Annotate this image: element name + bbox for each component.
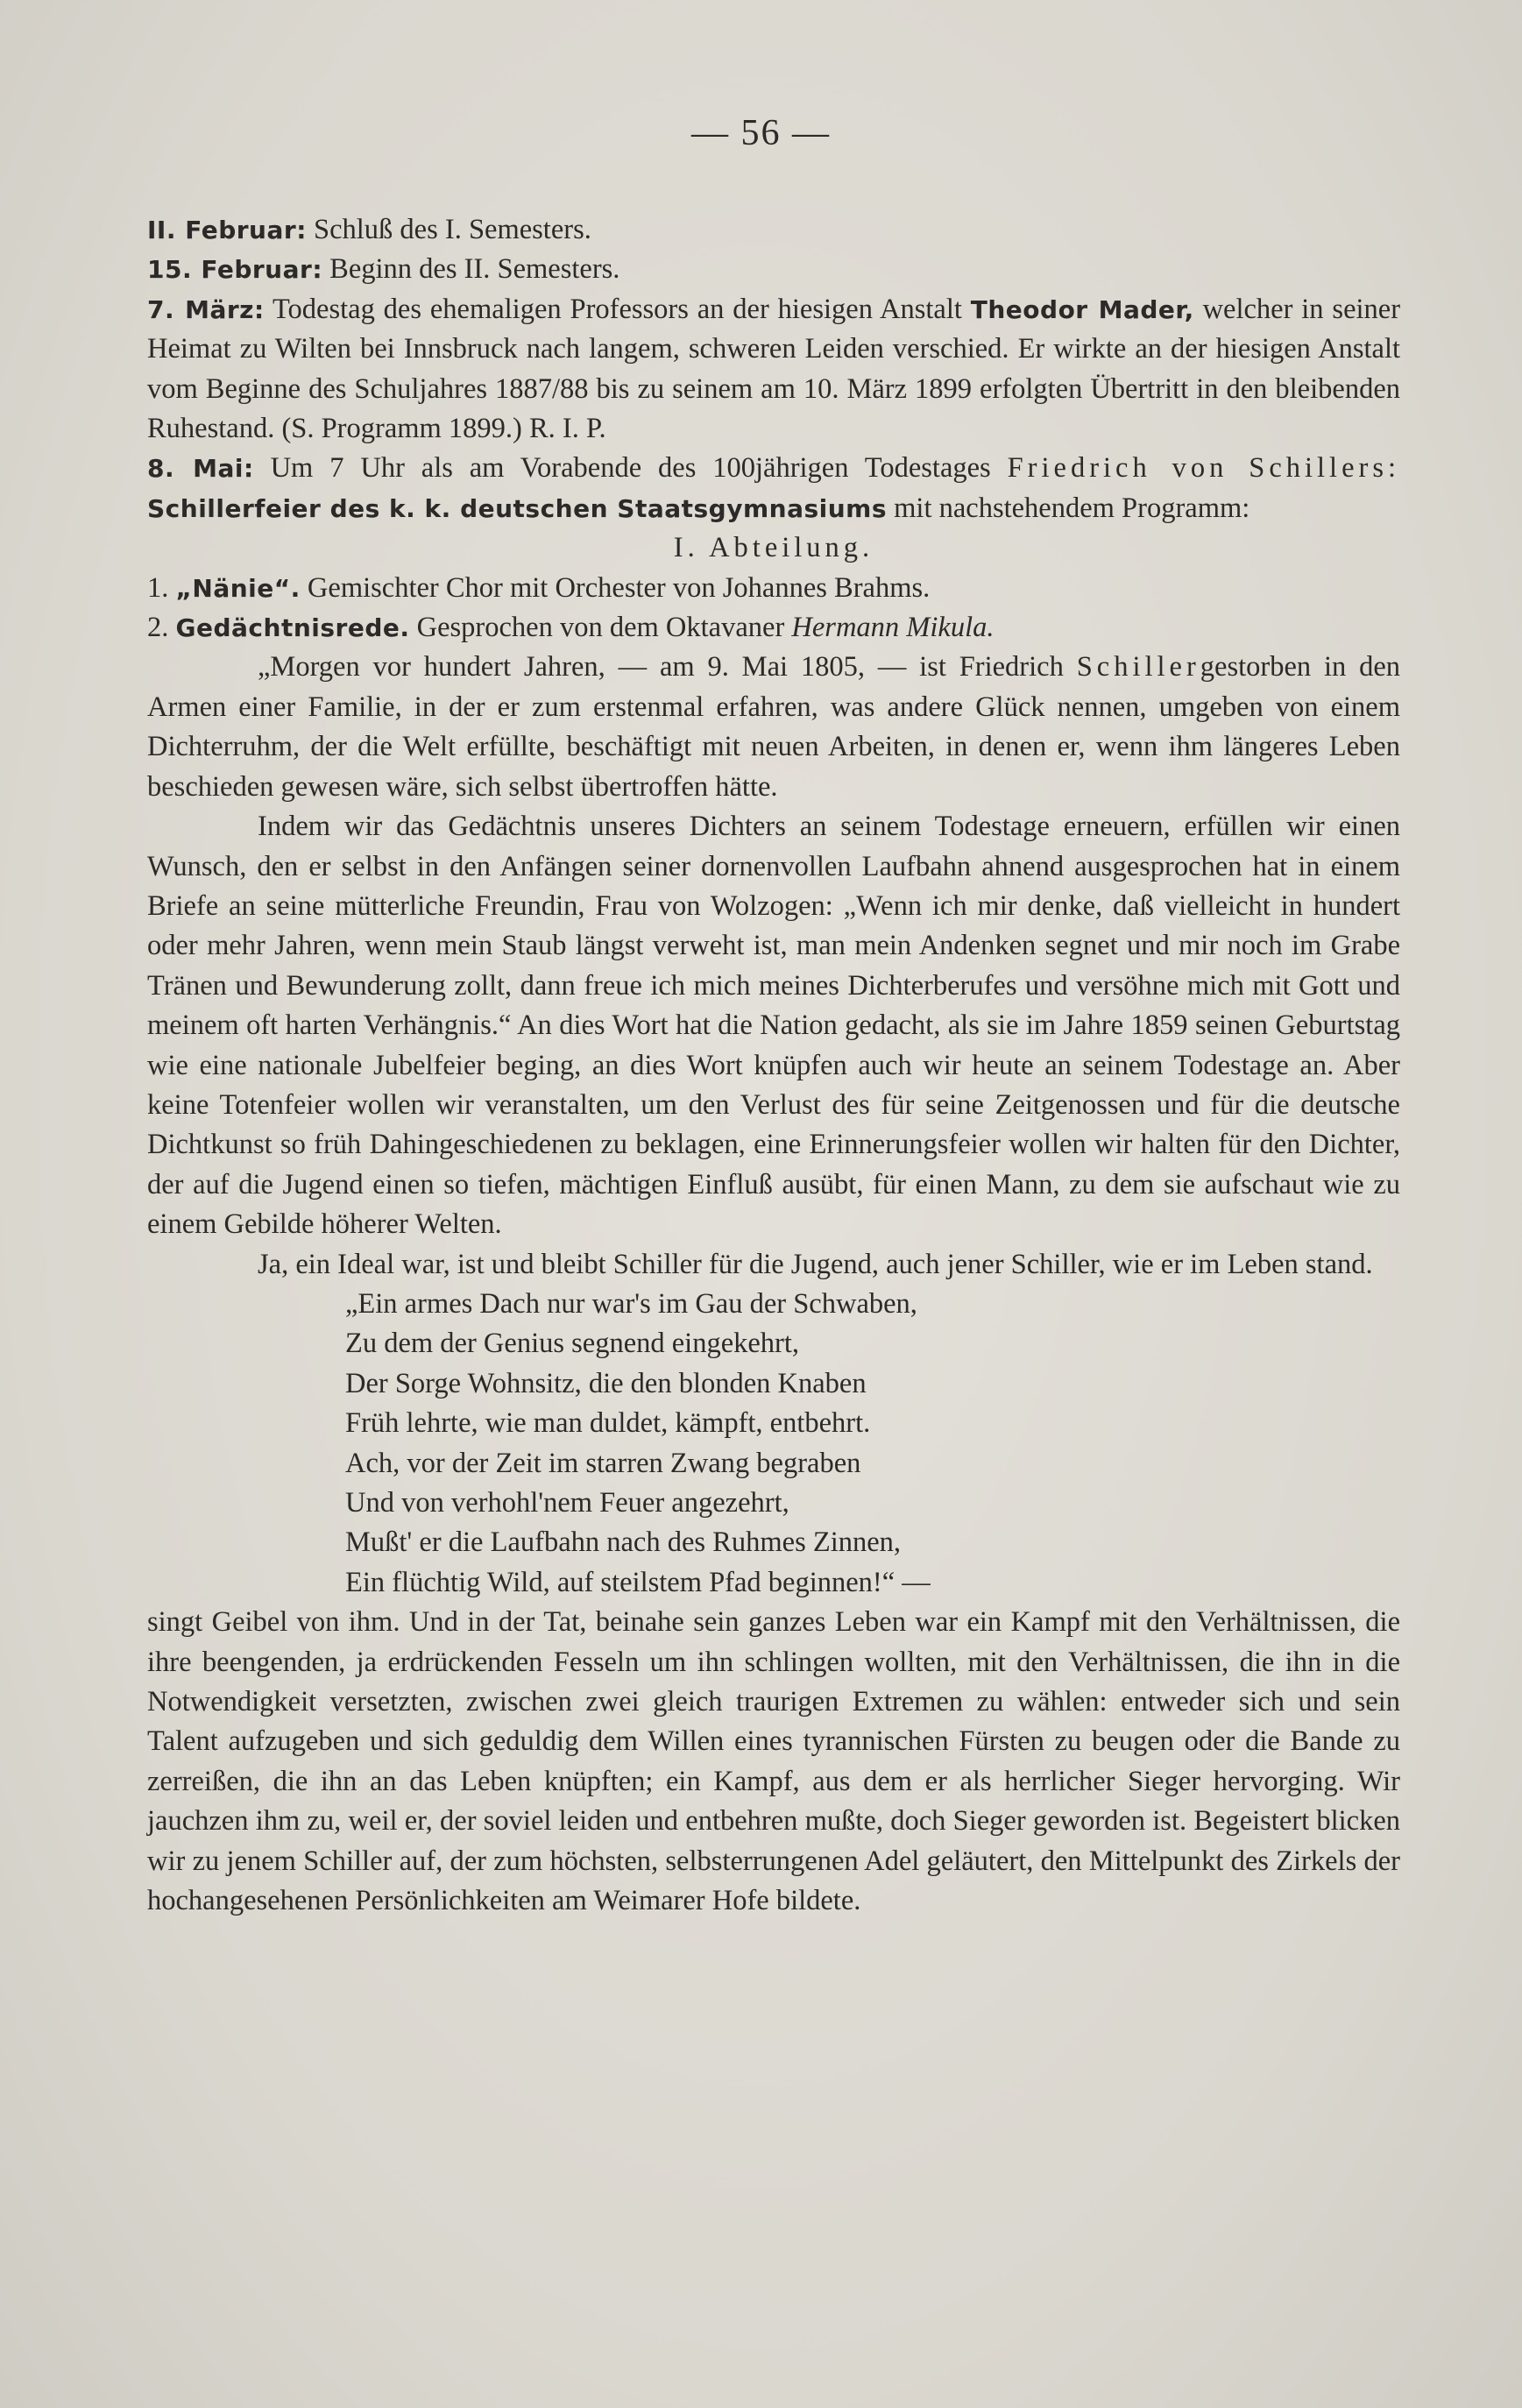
spaced-name: Friedrich von Schillers: (1007, 452, 1401, 485)
event-title: Schillerfeier des k. k. deutschen Staatsgymnasiums (147, 493, 888, 523)
speech-text: gestorben in den Armen einer Familie, in der er zum erstenmal erfahren, was andere Glück nennen, umgeben von einem Dichterruhm, der die Welt erfüllte, beschäftigt mit neuen Arbeiten, in denen er, wenn ihm längeres Leben beschieden gewesen wäre, sich selbst übertroffen hätte. (147, 651, 1401, 803)
page-body (147, 210, 1400, 1921)
entry-feb-15 (147, 250, 1400, 289)
speech-text: „Morgen vor hundert Jahren, — am 9. Mai 1805, — ist Friedrich (258, 651, 1064, 683)
poem-line: Früh lehrte, wie man duldet, kämpft, entbehrt. (345, 1407, 871, 1440)
entry-text: welcher in seiner Heimat zu Wilten bei Innsbruck nach langem, schweren Leiden verschied. Er wirkte an der hiesigen Anstalt vom Beginne des Schuljahres 1887/88 bis zu seinem am 10. März 1899 erfolgten Übertritt in den bleibenden Ruhestand. (S. Programm 1899.) R. I. P. (147, 293, 1401, 445)
entry-text: mit nachstehendem Programm: (894, 492, 1250, 524)
page-number: — 56 — (691, 113, 831, 153)
poem-line: Der Sorge Wohnsitz, die den blonden Knaben (345, 1367, 867, 1399)
program-item-1 (147, 569, 1400, 608)
person-name: Theodor Mader, (970, 294, 1194, 324)
poem-line: „Ein armes Dach nur war's im Gau der Schwaben, (345, 1287, 917, 1320)
program-text: Gemischter Chor mit Orchester von Johannes Brahms. (307, 571, 931, 604)
entry-text: Um 7 Uhr als am Vorabende des 100jährigen Todestages (270, 452, 991, 485)
entry-date: 8. Mai: (147, 454, 254, 484)
program-title: „Nänie“. (175, 573, 301, 603)
poem-quote (345, 1285, 1400, 1603)
program-number: 1. (147, 571, 169, 604)
poem-line: Zu dem der Genius segnend eingekehrt, (345, 1328, 800, 1360)
entry-feb-11 (147, 210, 1400, 250)
speech-paragraph-4: singt Geibel von ihm. Und in der Tat, beinahe sein ganzes Leben war ein Kampf mit den Verhältnissen, die ihre beengenden, ja erdrückenden Fesseln um ihn schlingen wollten, mit den Verhältnissen, die ihn in die Notwendigkeit versetzten, zwischen zwei gleich traurigen Extremen zu wählen: entweder sich und sein Talent aufzugeben und sich geduldig dem Willen eines tyrannischen Fürsten zu beugen oder die Bande zu zerreißen, die ihn an das Leben knüpften; ein Kampf, aus dem er als herrlicher Sieger hervorging. Wir jauchzen ihm zu, weil er, der soviel leiden und entbehren mußte, doch Sieger geworden ist. Begeistert blicken wir zu jenem Schiller auf, der zum höchsten, selbsterrungenen Adel geläutert, den Mittelpunkt des Zirkels der hochangesehenen Persönlichkeiten am Weimarer Hofe bildete. (147, 1606, 1400, 1917)
entry-date: II. Februar: (147, 216, 307, 244)
poem-line: Mußt' er die Laufbahn nach des Ruhmes Zinnen, (345, 1526, 902, 1559)
program-author: Hermann Mikula. (791, 612, 995, 644)
program-number: 2. (147, 612, 169, 644)
spaced-name: Schiller (1076, 651, 1200, 683)
poem-line: Ach, vor der Zeit im starren Zwang begraben (345, 1447, 861, 1479)
entry-text: Schluß des I. Semesters. (314, 214, 591, 245)
speech-paragraph-3: Ja, ein Ideal war, ist und bleibt Schiller für die Jugend, auch jener Schiller, wie er im Leben stand. (258, 1248, 1373, 1280)
entry-mar-7 (147, 290, 1400, 450)
program-text: Gesprochen von dem Oktavaner (416, 612, 785, 644)
entry-text: Beginn des II. Semesters. (329, 253, 620, 286)
entry-text: Todestag des ehemaligen Professors an der hiesigen Anstalt (272, 293, 962, 325)
program-item-2 (147, 608, 1400, 648)
entry-date: 15. Februar: (147, 255, 323, 285)
entry-may-8 (147, 449, 1400, 528)
program-title: Gedächtnisrede. (175, 613, 410, 643)
entry-date: 7. März: (147, 294, 265, 324)
speech-paragraph-2: Indem wir das Gedächtnis unseres Dichters an seinem Todestage erneuern, erfüllen wir einen Wunsch, den er selbst in den Anfängen seiner dornenvollen Laufbahn ahnend ausgesprochen hat in einem Briefe an seine mütterliche Freundin, Frau von Wolzogen: „Wenn ich mir denke, daß vielleicht in hundert oder mehr Jahren, wenn mein Staub längst verweht ist, man mein Andenken segnet und mir noch im Grabe Tränen und Bewunderung zollt, dann freue ich mich meines Dichterberufes und versöhne mich mit Gott und meinem oft harten Verhängnis.“ An dies Wort hat die Nation gedacht, als sie im Jahre 1859 seinen Geburtstag wie eine nationale Jubelfeier beging, an dies Wort knüpfen auch wir heute an seinem Todestage an. Aber keine Totenfeier wollen wir veranstalten, um den Verlust des für seine Zeitgenossen und für die deutsche Dichtkunst so früh Dahingeschiedenen zu beklagen, eine Erinnerungsfeier wollen wir halten für den Dichter, der auf die Jugend einen so tiefen, mächtigen Einfluß ausübt, für einen Mann, zu dem sie aufschaut wie zu einem Gebilde höherer Welten. (147, 811, 1400, 1241)
speech-paragraph-1 (147, 648, 1400, 807)
poem-line: Ein flüchtig Wild, auf steilstem Pfad beginnen!“ — (345, 1566, 931, 1598)
section-title: I. Abteilung. (673, 532, 874, 564)
poem-line: Und von verhohl'nem Feuer angezehrt, (345, 1487, 789, 1519)
